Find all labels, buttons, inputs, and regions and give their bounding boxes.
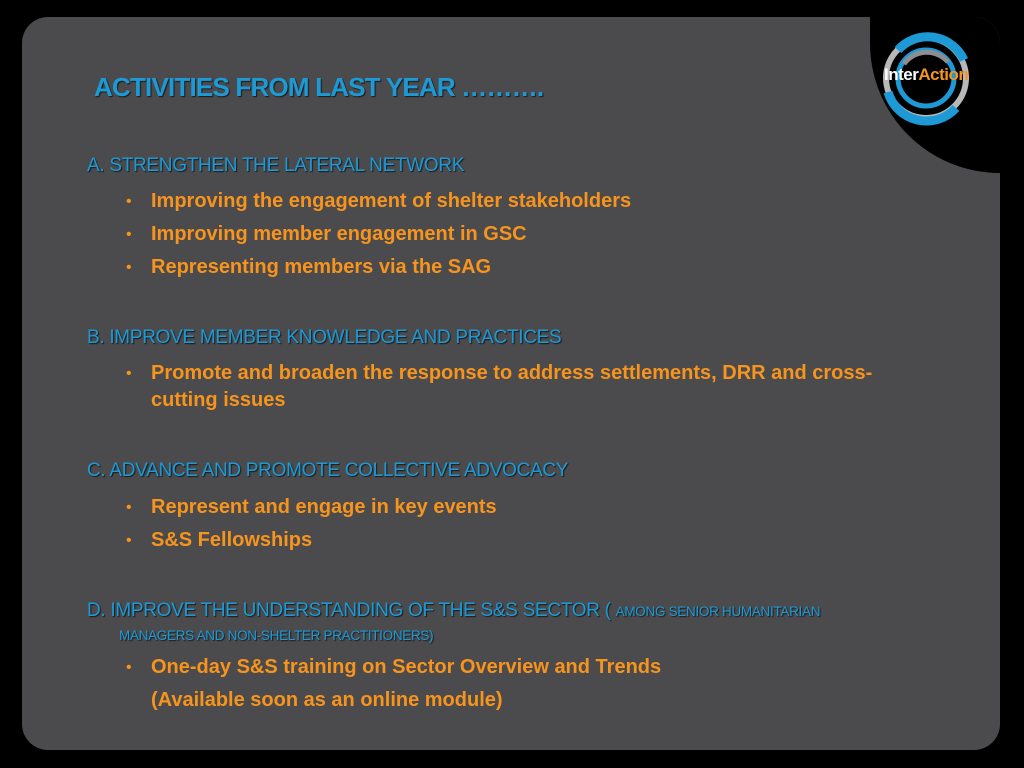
section-b-heading: B. IMPROVE MEMBER KNOWLEDGE AND PRACTICES <box>87 327 562 348</box>
bullet-dot-icon: • <box>126 365 132 382</box>
slide-title: ACTIVITIES FROM LAST YEAR ………. <box>94 72 544 102</box>
bullet-text: Represent and engage in key events <box>151 496 497 518</box>
list-item <box>126 360 872 387</box>
bullet-text: Improving member engagement in GSC <box>151 223 527 245</box>
list-item <box>126 494 497 521</box>
bullet-dot-icon: • <box>126 659 132 676</box>
list-item <box>126 188 631 215</box>
logo-word-inter: Inter <box>884 65 919 84</box>
bullet-text: One-day S&S training on Sector Overview and Trends <box>151 656 662 678</box>
bullet-text: S&S Fellowships <box>151 529 313 551</box>
section-d-heading-line2: MANAGERS AND NON-SHELTER PRACTITIONERS) <box>119 628 434 643</box>
bullet-continuation: (Available soon as an online module) <box>151 689 503 711</box>
list-item <box>126 654 661 681</box>
list-item <box>126 221 527 248</box>
section-d-heading-main: D. IMPROVE THE UNDERSTANDING OF THE S&S SECTOR ( <box>87 600 616 621</box>
bullet-dot-icon: • <box>126 193 132 210</box>
logo-wordmark <box>884 65 968 85</box>
bullet-dot-icon: • <box>126 226 132 243</box>
section-c-heading: C. ADVANCE AND PROMOTE COLLECTIVE ADVOCACY <box>87 460 569 481</box>
bullet-text: Improving the engagement of shelter stakeholders <box>151 190 632 212</box>
bullet-text: Promote and broaden the response to address settlements, DRR and cross- <box>151 362 873 384</box>
bullet-dot-icon: • <box>126 499 132 516</box>
section-a-heading: A. STRENGTHEN THE LATERAL NETWORK <box>87 155 465 176</box>
bullet-dot-icon: • <box>126 532 132 549</box>
section-d-heading-small: AMONG SENIOR HUMANITARIAN <box>615 604 821 619</box>
bullet-continuation: cutting issues <box>151 389 286 411</box>
bullet-dot-icon: • <box>126 259 132 276</box>
bullet-text: Representing members via the SAG <box>151 256 492 278</box>
logo-word-action: Action <box>918 65 969 84</box>
interaction-logo <box>878 30 1008 126</box>
section-d-heading <box>87 600 820 622</box>
list-item <box>126 527 312 554</box>
list-item <box>126 254 491 281</box>
